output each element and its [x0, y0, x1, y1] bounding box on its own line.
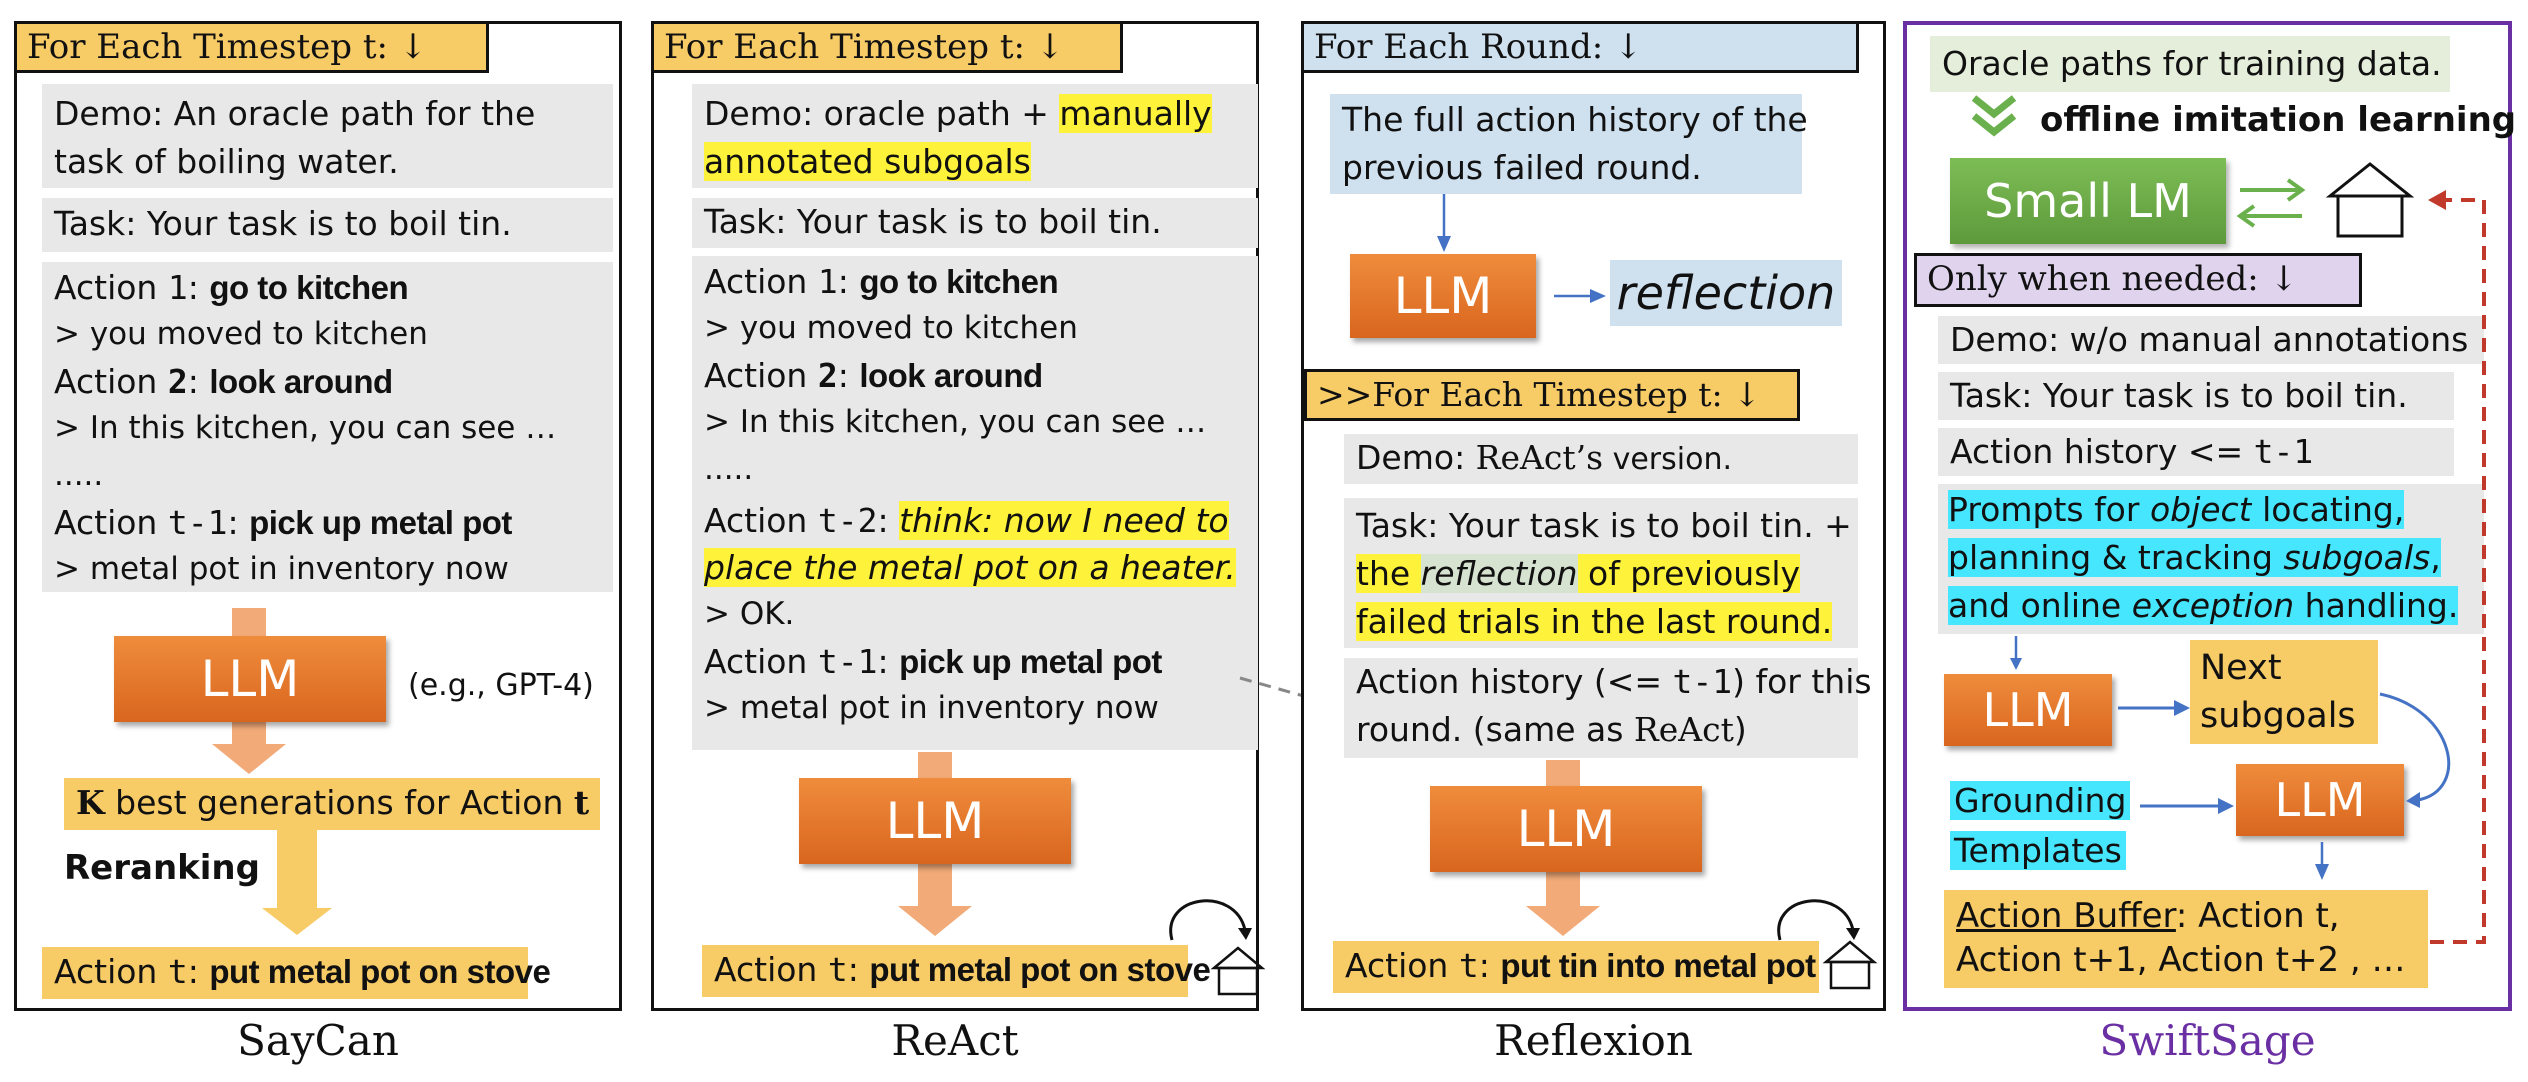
buffer-label: Action Buffer — [1956, 896, 2176, 936]
observation: > you moved to kitchen — [704, 310, 1078, 346]
saycan-caption: SayCan — [237, 1016, 399, 1065]
task-text: : Your task is to boil tin. — [125, 204, 512, 243]
buffer-text: Action t+1, Action t+2 , … — [1956, 940, 2406, 980]
action-number: t-1 — [817, 642, 878, 681]
action-number: 1 — [817, 262, 838, 301]
task-label: Task — [1356, 506, 1428, 545]
react-caption: ReAct — [891, 1016, 1019, 1065]
task-text: : Your task is to boil tin. — [775, 202, 1162, 241]
history-text: The full action history of the — [1342, 100, 1808, 139]
arrow-head — [2406, 792, 2420, 808]
observation: > OK. — [704, 596, 795, 632]
react-name: ReAct — [1633, 710, 1734, 750]
ellipsis: ..... — [54, 457, 104, 493]
double-chevron-icon — [1974, 98, 2014, 114]
task-label: Task — [704, 202, 776, 241]
action-number: t-1 — [167, 503, 228, 542]
prompt-text: handling. — [2294, 586, 2459, 626]
task-label: Task — [54, 204, 126, 243]
saycan-history-box: Action 1: go to kitchen > you moved to kitchen Action 2: look around > In this kitchen, you can see … ..... Action t-1: pick up metal pot > metal pot in inventory now — [42, 262, 613, 592]
reflection-highlight: failed trials in the last round. — [1356, 602, 1833, 642]
prompt-text: planning & tracking — [1948, 538, 2284, 578]
house-icon-body — [2338, 196, 2402, 236]
history-t: t-1 — [2253, 432, 2314, 471]
action-number: 2 — [167, 362, 188, 401]
swiftsage-llm-1: LLM — [1944, 674, 2112, 746]
action-number: 1 — [167, 268, 188, 307]
colon: : — [847, 950, 870, 989]
next-subgoals-text: subgoals — [2200, 696, 2356, 736]
demo-label: Demo — [1356, 438, 1455, 477]
action-number: 2 — [817, 356, 838, 395]
reranking-label: Reranking — [64, 848, 260, 888]
buffer-text: : Action t, — [2175, 896, 2340, 936]
demo-text: : oracle path + — [802, 94, 1060, 133]
prompt-text: Prompts for — [1948, 490, 2150, 529]
prompt-emphasis: object — [2149, 490, 2252, 529]
saycan-header: For Each Timestep t: ↓ — [14, 21, 489, 73]
action-command: put metal pot on stove — [209, 953, 551, 990]
action-command: look around — [209, 363, 393, 400]
arrow-head — [2174, 700, 2190, 716]
demo-label: Demo — [54, 94, 153, 133]
observation: > metal pot in inventory now — [54, 551, 509, 587]
swiftsage-llm-2: LLM — [2236, 764, 2404, 836]
reflexion-llm-top: LLM — [1350, 254, 1536, 338]
history-text: Action history (<= — [1356, 662, 1673, 701]
observation: > In this kitchen, you can see … — [54, 410, 557, 446]
observation: > you moved to kitchen — [54, 316, 428, 352]
reflection-box: reflection — [1610, 260, 1842, 326]
react-name: ReAct’s — [1475, 438, 1604, 477]
history-text: round. (same as — [1356, 710, 1634, 750]
reflexion-llm: LLM — [1430, 786, 1702, 872]
action-label: Action — [704, 501, 818, 540]
grounding-text: Templates — [1950, 831, 2126, 870]
reflexion-timestep-header: >>For Each Timestep t: ↓ — [1304, 369, 1800, 421]
action-label: Action — [704, 262, 818, 301]
small-lm-box: Small LM — [1950, 158, 2226, 244]
offline-learning-label: offline imitation learning — [2040, 100, 2517, 140]
reflection-word: reflection — [1420, 554, 1578, 594]
action-command: pick up metal pot — [249, 504, 512, 541]
saycan-llm: LLM — [114, 636, 386, 722]
reflection-highlight: the — [1356, 554, 1421, 594]
task-text: : Your task is to boil tin. + — [1427, 506, 1852, 545]
history-t: t-1 — [1672, 662, 1733, 701]
action-label: Action — [54, 952, 168, 991]
think-highlight: think: now I need to — [899, 501, 1229, 540]
action-label: Action — [704, 642, 818, 681]
demo-text: version. — [1603, 442, 1733, 477]
manual-annotation-highlight: annotated subgoals — [704, 142, 1031, 182]
grounding-text: Grounding — [1950, 781, 2130, 820]
action-number: t — [1458, 946, 1479, 985]
ellipsis: ..... — [704, 451, 754, 487]
swiftsage-caption: SwiftSage — [2099, 1016, 2316, 1065]
history-text: ) — [1733, 710, 1747, 750]
observation: > metal pot in inventory now — [704, 690, 1159, 726]
react-history-box: Action 1: go to kitchen > you moved to kitchen Action 2: look around > In this kitchen, you can see … ..... Action t-2: think: now I need to place the metal pot on a heater. > OK. Action t-1: pick up metal pot > metal pot in inventory now — [692, 256, 1258, 750]
kbest-text: best generations for Action — [104, 783, 574, 822]
action-number: t — [167, 952, 188, 991]
react-header: For Each Timestep t: ↓ — [651, 21, 1123, 73]
demo-colon: : — [1454, 438, 1476, 477]
prompt-emphasis: subgoals — [2283, 538, 2431, 578]
demo-text: : An oracle path for the — [152, 94, 536, 133]
action-label: Action — [1345, 946, 1459, 985]
observation: > In this kitchen, you can see … — [704, 404, 1207, 440]
action-command: put metal pot on stove — [869, 951, 1211, 988]
k-symbol: K — [76, 783, 105, 822]
feedback-dashed-arrow — [2430, 200, 2484, 942]
t-symbol: t — [573, 783, 590, 822]
prompt-text: and online — [1948, 586, 2132, 626]
action-command: look around — [859, 357, 1043, 394]
action-label: Action — [714, 950, 828, 989]
prompt-text: , — [2430, 538, 2441, 578]
reflexion-header: For Each Round: ↓ — [1301, 21, 1859, 73]
reflection-highlight: of previously — [1577, 554, 1801, 594]
history-text: ) for this — [1732, 662, 1872, 701]
prompt-emphasis: exception — [2131, 586, 2295, 626]
llm-note: (e.g., GPT-4) — [408, 668, 594, 703]
curved-arrow — [2380, 694, 2449, 800]
action-command: put tin into metal pot — [1500, 947, 1816, 984]
arrow-head — [2010, 658, 2022, 670]
prompt-text: locating, — [2251, 490, 2405, 529]
demo-label: Demo — [704, 94, 803, 133]
arrow-head — [2315, 864, 2329, 880]
next-subgoals-text: Next — [2200, 648, 2282, 688]
house-icon-roof — [2330, 164, 2410, 196]
reflexion-caption: Reflexion — [1494, 1016, 1693, 1065]
action-command: go to kitchen — [859, 263, 1059, 300]
arrow-head — [2218, 798, 2234, 814]
action-command: go to kitchen — [209, 269, 409, 306]
action-number: t — [827, 950, 848, 989]
action-label: Action — [704, 356, 818, 395]
oracle-box: Oracle paths for training data. — [1930, 36, 2450, 92]
task-label: Task — [1950, 376, 2022, 415]
demo-label: Demo — [1950, 320, 2049, 359]
history-text: previous failed round. — [1342, 148, 1702, 188]
action-label: Action — [54, 268, 168, 307]
manual-annotation-highlight: manually — [1059, 94, 1212, 133]
swiftsage-header: Only when needed: ↓ — [1914, 253, 2362, 307]
colon: : — [187, 952, 210, 991]
feedback-arrow-head — [2428, 190, 2446, 210]
demo-text: : w/o manual annotations — [2048, 320, 2469, 359]
action-number: t-2 — [817, 501, 878, 540]
history-text: Action history <= — [1950, 432, 2254, 471]
action-label: Action — [54, 503, 168, 542]
task-text: : Your task is to boil tin. — [2021, 376, 2408, 415]
colon: : — [1478, 946, 1501, 985]
demo-text: task of boiling water. — [54, 142, 399, 182]
react-llm: LLM — [799, 778, 1071, 864]
action-command: pick up metal pot — [899, 643, 1162, 680]
action-label: Action — [54, 362, 168, 401]
think-highlight: place the metal pot on a heater. — [704, 548, 1236, 587]
